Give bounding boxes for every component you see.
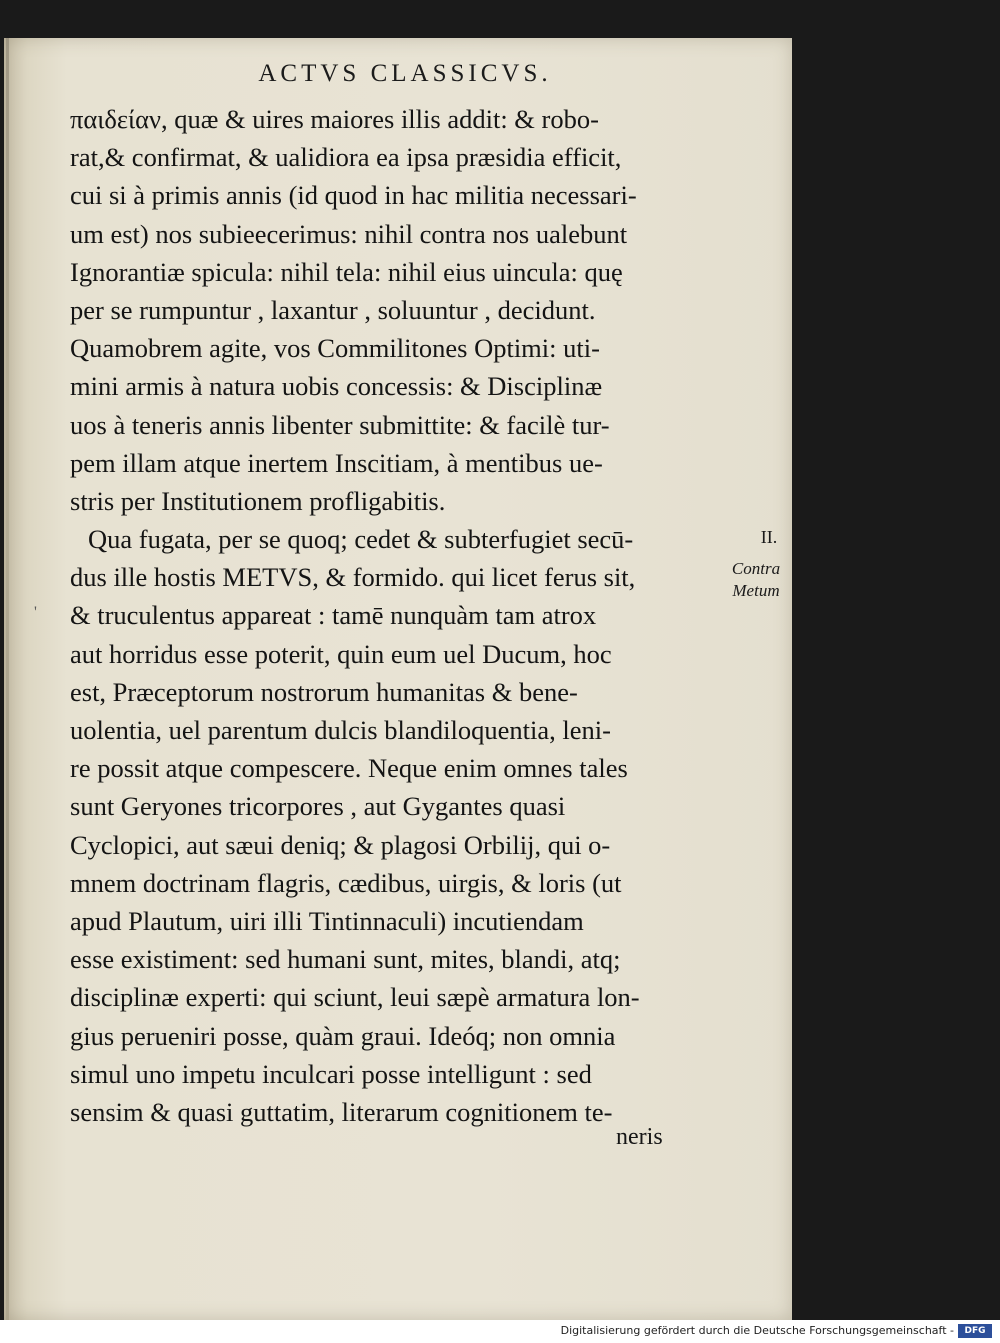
text-line: apud Plautum, uiri illi Tintinnaculi) incutiendam: [70, 905, 584, 936]
text-line: um est) nos subieecerimus: nihil contra nos ualebunt: [70, 218, 628, 249]
text-line: Cyclopici, aut sæui deniq; & plagosi Orbilij, qui o-: [70, 829, 611, 860]
text-line: simul uno impetu inculcari posse intelligunt : sed: [70, 1058, 592, 1089]
text-line: pem illam atque inertem Inscitiam, à mentibus ue-: [70, 447, 603, 478]
marginal-note: [716, 526, 796, 602]
margin-mark: ': [34, 604, 37, 621]
text-line: mini armis à natura uobis concessis: & Disciplinæ: [70, 371, 603, 402]
text-line: disciplinæ experti: qui sciunt, leui sæpè armatura lon-: [70, 982, 640, 1013]
footer-bar: [0, 1320, 1000, 1343]
text-line: sunt Geryones tricorpores , aut Gygantes quasi: [70, 791, 566, 822]
text-line: mnem doctrinam flagris, cædibus, uirgis, & loris (ut: [70, 867, 622, 898]
body-text: [70, 100, 730, 1131]
text-line: Qua fugata, per se quoq; cedet & subterfugiet secū-: [88, 524, 634, 555]
text-line: gius perueniri posse, quàm graui. Ideóq; non omnia: [70, 1020, 616, 1051]
text-line: παιδείαν, quæ & uires maiores illis addit: & robo-: [70, 104, 599, 134]
text-line: esse existiment: sed humani sunt, mites, blandi, atq;: [70, 944, 621, 975]
page-binding-edge: [6, 38, 9, 1320]
text-line: Ignorantiæ spicula: nihil tela: nihil eius uincula: quę: [70, 256, 623, 287]
text-line: re possit atque compescere. Neque enim omnes tales: [70, 753, 628, 784]
text-line: stris per Institutionem profligabitis.: [70, 485, 446, 516]
text-line: uos à teneris annis libenter submittite: & facilè tur-: [70, 409, 610, 440]
text-line: per se rumpuntur , laxantur , soluuntur , decidunt.: [70, 294, 596, 325]
text-line: & truculentus appareat : tamē nunquàm tam atrox: [70, 600, 597, 631]
catchword: neris: [616, 1124, 663, 1150]
marginal-note-word: Contra: [731, 559, 781, 578]
text-line: rat,& confirmat, & ualidiora ea ipsa præsidia efficit,: [70, 142, 622, 173]
text-line: cui si à primis annis (id quod in hac militia necessari-: [70, 180, 637, 211]
text-line: aut horridus esse poterit, quin eum uel Ducum, hoc: [70, 638, 612, 669]
text-line: Quamobrem agite, vos Commilitones Optimi: uti-: [70, 333, 600, 364]
text-line: uolentia, uel parentum dulcis blandiloquentia, leni-: [70, 715, 611, 745]
running-header: ACTVS CLASSICVS.: [258, 60, 552, 87]
text-line: sensim & quasi guttatim, literarum cognitionem te-: [70, 1096, 613, 1127]
marginal-note-number: II.: [760, 527, 778, 547]
text-line: dus ille hostis METVS, & formido. qui licet ferus sit,: [70, 562, 636, 593]
dfg-logo-icon: DFG: [958, 1324, 992, 1338]
marginal-note-word: Metum: [732, 581, 780, 600]
funding-credit: Digitalisierung gefördert durch die Deutsche Forschungsgemeinschaft -: [560, 1324, 954, 1337]
text-line: est, Præceptorum nostrorum humanitas & bene-: [70, 676, 578, 707]
